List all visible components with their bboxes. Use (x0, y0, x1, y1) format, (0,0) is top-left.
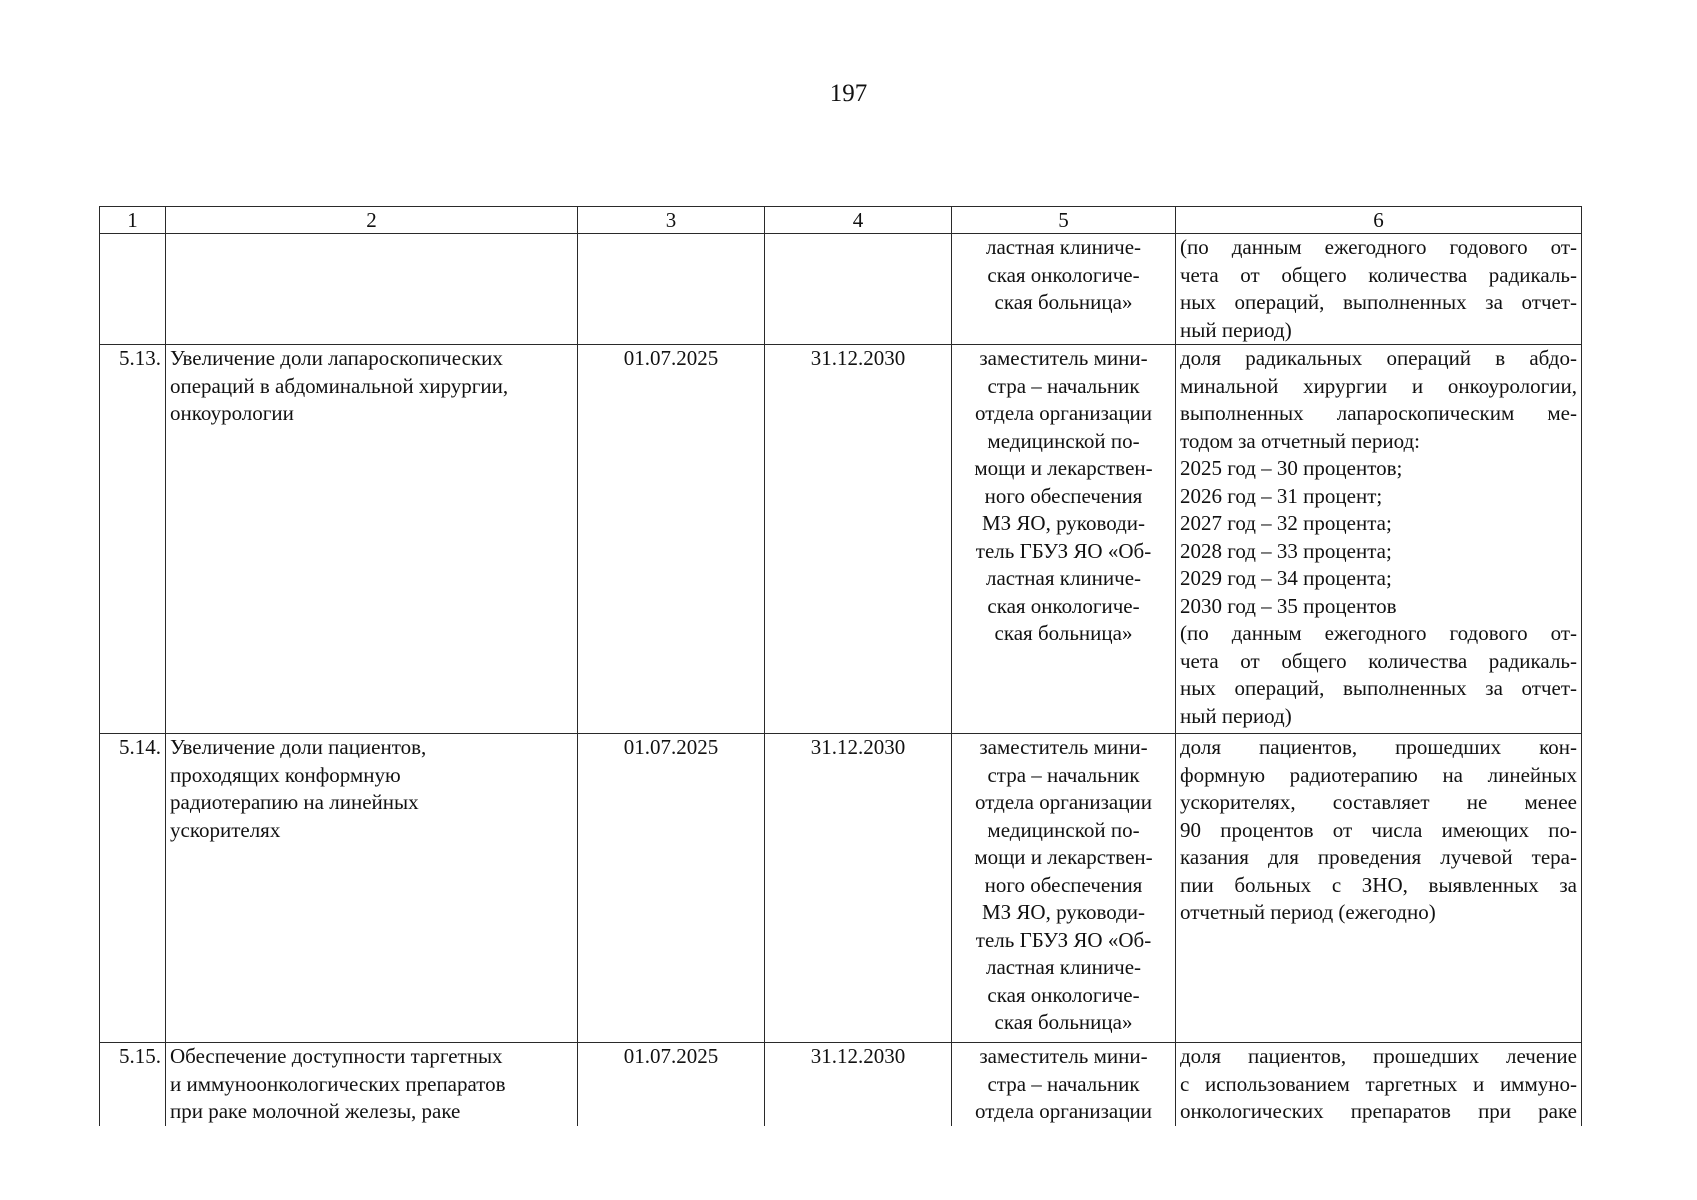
column-header-6: 6 (1176, 207, 1582, 234)
text-line: пии больных с ЗНО, выявленных за (1180, 872, 1577, 897)
text-line: 2025 год – 30 процентов; (1180, 456, 1403, 480)
text-line: заместитель мини- (979, 346, 1148, 370)
text-line: онкоурологии (170, 401, 294, 425)
text-line: формную радиотерапию на линейных (1180, 762, 1577, 787)
text-line: ластная клиниче- (985, 566, 1142, 590)
text-line: 90 процентов от числа имеющих по- (1180, 817, 1577, 842)
text-line: 2029 год – 34 процента; (1180, 566, 1392, 590)
text-line: тель ГБУЗ ЯО «Об- (975, 538, 1152, 563)
text-line: (по данным ежегодного годового от- (1180, 621, 1577, 645)
end-date-cell: 31.12.2030 (765, 345, 952, 734)
column-header-5: 5 (952, 207, 1176, 234)
text-line: 2027 год – 32 процента; (1180, 511, 1392, 535)
text-line: отчетный период (ежегодно) (1180, 900, 1436, 924)
text-line: при раке молочной железы, раке (170, 1099, 461, 1123)
text-line: отдела организации (975, 1099, 1152, 1123)
text-line: онкологических препаратов при раке (1180, 1099, 1577, 1123)
start-date-cell (578, 234, 765, 345)
indicator-cell (1176, 234, 1582, 345)
start-date-cell: 01.07.2025 (578, 1043, 765, 1126)
text-line: заместитель мини- (979, 1044, 1148, 1068)
text-line: 2026 год – 31 процент; (1180, 483, 1383, 508)
start-date-cell: 01.07.2025 (578, 345, 765, 734)
text-line: и иммуноонкологических препаратов (170, 1071, 506, 1096)
text-line: операций в абдоминальной хирургии, (170, 373, 509, 398)
activity-name-cell (166, 1043, 578, 1126)
text-line: ластная клиниче- (985, 235, 1142, 259)
text-line: отдела организации (975, 401, 1152, 425)
table-row-5-14 (100, 734, 1582, 1043)
text-line: Увеличение доли лапароскопических (170, 346, 503, 370)
text-line: ластная клиниче- (985, 955, 1142, 979)
responsible-cell (952, 1043, 1176, 1126)
text-line: ская больница» (994, 290, 1133, 314)
text-line: стра – начальник (987, 1071, 1140, 1096)
text-line: 2030 год – 35 процентов (1180, 593, 1397, 618)
end-date-cell: 31.12.2030 (765, 734, 952, 1043)
text-line: мощи и лекарствен- (974, 456, 1153, 480)
text-line: доля пациентов, прошедших кон- (1180, 735, 1577, 759)
activity-name-cell (166, 345, 578, 734)
text-line: отдела организации (975, 790, 1152, 814)
text-line: ская онкологиче- (987, 262, 1140, 287)
text-line: Увеличение доли пациентов, (170, 735, 427, 759)
column-header-1: 1 (100, 207, 166, 234)
end-date-cell: 31.12.2030 (765, 1043, 952, 1126)
text-line: ный период) (1180, 703, 1292, 728)
text-line: минальной хирургии и онкоурологии, (1180, 373, 1577, 398)
activities-table (99, 206, 1582, 1126)
text-line: (по данным ежегодного годового от- (1180, 235, 1577, 259)
text-line: доля пациентов, прошедших лечение (1180, 1044, 1577, 1068)
row-number-cell: 5.15. (100, 1043, 166, 1126)
table-row-5-15 (100, 1043, 1582, 1126)
activity-name-cell (166, 234, 578, 345)
text-line: ного обеспечения (984, 872, 1143, 897)
text-line: выполненных лапароскопическим ме- (1180, 401, 1577, 425)
text-line: проходящих конформную (170, 762, 401, 787)
activity-name-cell (166, 734, 578, 1043)
column-header-4: 4 (765, 207, 952, 234)
text-line: казания для проведения лучевой тера- (1180, 845, 1577, 869)
text-line: стра – начальник (987, 762, 1140, 787)
text-line: чета от общего количества радикаль- (1180, 648, 1577, 673)
text-line: 2028 год – 33 процента; (1180, 538, 1392, 563)
column-number-header-row (100, 207, 1582, 234)
text-line: тодом за отчетный период: (1180, 428, 1420, 453)
text-line: ская онкологиче- (987, 593, 1140, 618)
indicator-cell (1176, 345, 1582, 734)
text-line: Обеспечение доступности таргетных (170, 1044, 503, 1068)
table-row-5-13 (100, 345, 1582, 734)
text-line: тель ГБУЗ ЯО «Об- (975, 927, 1152, 952)
text-line: медицинской по- (987, 428, 1140, 453)
row-number-cell (100, 234, 166, 345)
text-line: ускорителях, составляет не менее (1180, 790, 1577, 814)
table-row-continuation (100, 234, 1582, 345)
text-line: МЗ ЯО, руководи- (981, 511, 1146, 535)
text-line: чета от общего количества радикаль- (1180, 262, 1577, 287)
text-line: стра – начальник (987, 373, 1140, 398)
end-date-cell (765, 234, 952, 345)
text-line: ская больница» (994, 621, 1133, 645)
indicator-cell (1176, 734, 1582, 1043)
text-line: заместитель мини- (979, 735, 1148, 759)
responsible-cell (952, 345, 1176, 734)
responsible-cell (952, 234, 1176, 345)
text-line: доля радикальных операций в абдо- (1180, 346, 1577, 370)
text-line: ных операций, выполненных за отчет- (1180, 290, 1577, 314)
text-line: ный период) (1180, 317, 1292, 342)
indicator-cell (1176, 1043, 1582, 1126)
column-header-2: 2 (166, 207, 578, 234)
row-number-cell: 5.14. (100, 734, 166, 1043)
text-line: ных операций, выполненных за отчет- (1180, 676, 1577, 700)
text-line: радиотерапию на линейных (170, 790, 419, 814)
text-line: ская онкологиче- (987, 982, 1140, 1007)
column-header-3: 3 (578, 207, 765, 234)
text-line: ская больница» (994, 1010, 1133, 1034)
text-line: ускорителях (170, 817, 281, 842)
text-line: медицинской по- (987, 817, 1140, 842)
text-line: мощи и лекарствен- (974, 845, 1153, 869)
text-line: МЗ ЯО, руководи- (981, 900, 1146, 924)
responsible-cell (952, 734, 1176, 1043)
page-number: 197 (829, 80, 868, 107)
text-line: с использованием таргетных и иммуно- (1180, 1071, 1577, 1096)
start-date-cell: 01.07.2025 (578, 734, 765, 1043)
row-number-cell: 5.13. (100, 345, 166, 734)
text-line: ного обеспечения (984, 483, 1143, 508)
